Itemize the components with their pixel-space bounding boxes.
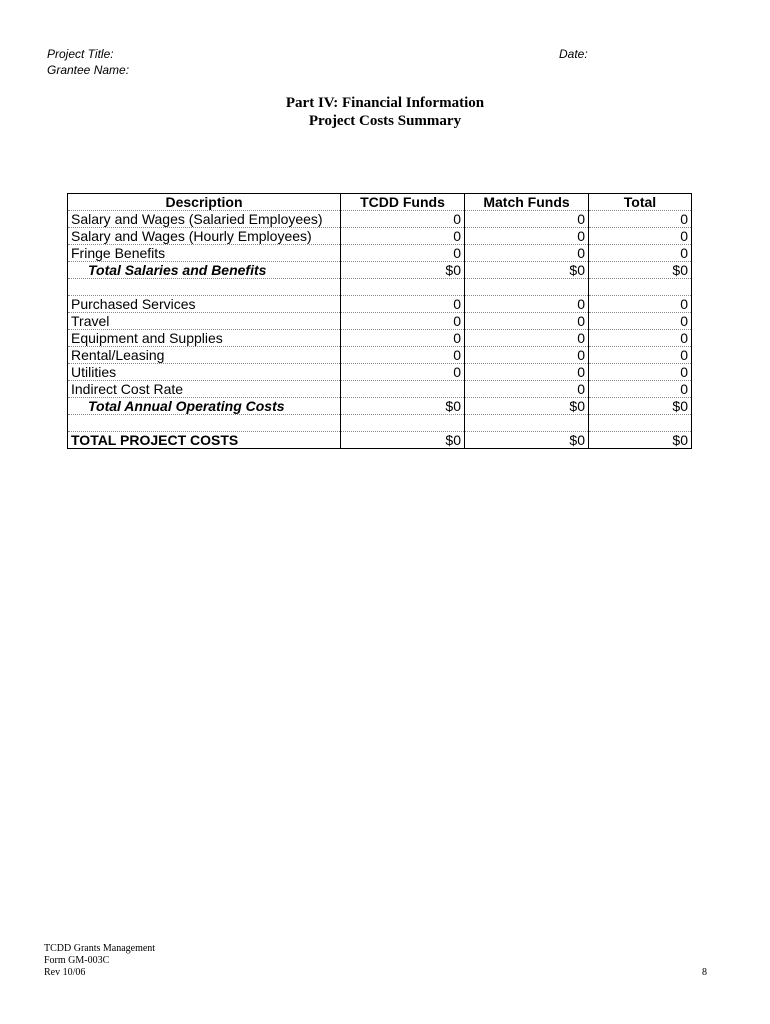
cell-description: Salary and Wages (Salaried Employees) (68, 211, 341, 228)
cell-tcdd-funds: 0 (341, 313, 465, 330)
cell-description: Equipment and Supplies (68, 330, 341, 347)
date-label: Date: (559, 47, 588, 61)
cell-description: Total Salaries and Benefits (68, 262, 341, 279)
cell-total (589, 415, 692, 432)
cell-tcdd-funds: 0 (341, 296, 465, 313)
cell-match-funds: 0 (465, 313, 589, 330)
blank-row (68, 279, 692, 296)
cell-description: Indirect Cost Rate (68, 381, 341, 398)
cell-total: 0 (589, 347, 692, 364)
table-row (68, 364, 692, 381)
cell-description: Total Annual Operating Costs (68, 398, 341, 415)
grantee-name-label: Grantee Name: (47, 63, 130, 77)
cell-tcdd-funds: 0 (341, 330, 465, 347)
table-row (68, 381, 692, 398)
cell-total: 0 (589, 211, 692, 228)
table-row (68, 245, 692, 262)
page-subtitle: Project Costs Summary (308, 113, 462, 129)
cell-description: Purchased Services (68, 296, 341, 313)
column-header-tcdd-funds: TCDD Funds (341, 194, 465, 211)
cell-total: 0 (589, 313, 692, 330)
cell-match-funds: $0 (465, 398, 589, 415)
table-row (68, 211, 692, 228)
cell-match-funds: 0 (465, 296, 589, 313)
project-title-label: Project Title: (47, 47, 114, 61)
cell-match-funds (465, 415, 589, 432)
cell-tcdd-funds (341, 381, 465, 398)
cell-tcdd-funds: 0 (341, 228, 465, 245)
cell-tcdd-funds: $0 (341, 432, 465, 449)
table-row (68, 313, 692, 330)
cell-total: 0 (589, 381, 692, 398)
cell-total: $0 (589, 398, 692, 415)
cell-total: 0 (589, 364, 692, 381)
footer-revision: Rev 10/06 (44, 967, 86, 978)
cell-description (68, 415, 341, 432)
blank-row (68, 415, 692, 432)
cell-match-funds: 0 (465, 381, 589, 398)
cell-description: TOTAL PROJECT COSTS (68, 432, 341, 449)
table-row (68, 330, 692, 347)
page-number: 8 (702, 967, 707, 978)
cell-description: Travel (68, 313, 341, 330)
table-row (68, 228, 692, 245)
cell-match-funds: 0 (465, 364, 589, 381)
column-header-description: Description (68, 194, 341, 211)
cell-match-funds: $0 (465, 262, 589, 279)
cell-tcdd-funds (341, 415, 465, 432)
cell-total: $0 (589, 262, 692, 279)
cell-tcdd-funds: 0 (341, 211, 465, 228)
column-header-match-funds: Match Funds (465, 194, 589, 211)
cell-match-funds: 0 (465, 330, 589, 347)
subtotal-row (68, 262, 692, 279)
table-row (68, 296, 692, 313)
cell-total: 0 (589, 228, 692, 245)
cell-total: 0 (589, 330, 692, 347)
cell-tcdd-funds: 0 (341, 364, 465, 381)
cell-description: Utilities (68, 364, 341, 381)
cell-match-funds: 0 (465, 245, 589, 262)
subtotal-row (68, 398, 692, 415)
cell-tcdd-funds: $0 (341, 262, 465, 279)
cell-description: Salary and Wages (Hourly Employees) (68, 228, 341, 245)
cell-total: 0 (589, 245, 692, 262)
cell-description (68, 279, 341, 296)
table-header-row (68, 194, 692, 211)
table-row (68, 347, 692, 364)
cell-tcdd-funds: 0 (341, 347, 465, 364)
cell-match-funds: 0 (465, 228, 589, 245)
cell-tcdd-funds (341, 279, 465, 296)
grand-total-row (68, 432, 692, 449)
project-costs-table (67, 193, 692, 449)
cell-total: $0 (589, 432, 692, 449)
cell-match-funds: $0 (465, 432, 589, 449)
cell-match-funds: 0 (465, 211, 589, 228)
cell-total (589, 279, 692, 296)
column-header-total: Total (589, 194, 692, 211)
cell-match-funds: 0 (465, 347, 589, 364)
cell-tcdd-funds: $0 (341, 398, 465, 415)
footer-org: TCDD Grants Management (44, 943, 156, 954)
page-title: Part IV: Financial Information (285, 95, 485, 111)
cell-description: Fringe Benefits (68, 245, 341, 262)
footer-form-number: Form GM-003C (44, 955, 110, 966)
cell-tcdd-funds: 0 (341, 245, 465, 262)
cell-total: 0 (589, 296, 692, 313)
cell-match-funds (465, 279, 589, 296)
cell-description: Rental/Leasing (68, 347, 341, 364)
